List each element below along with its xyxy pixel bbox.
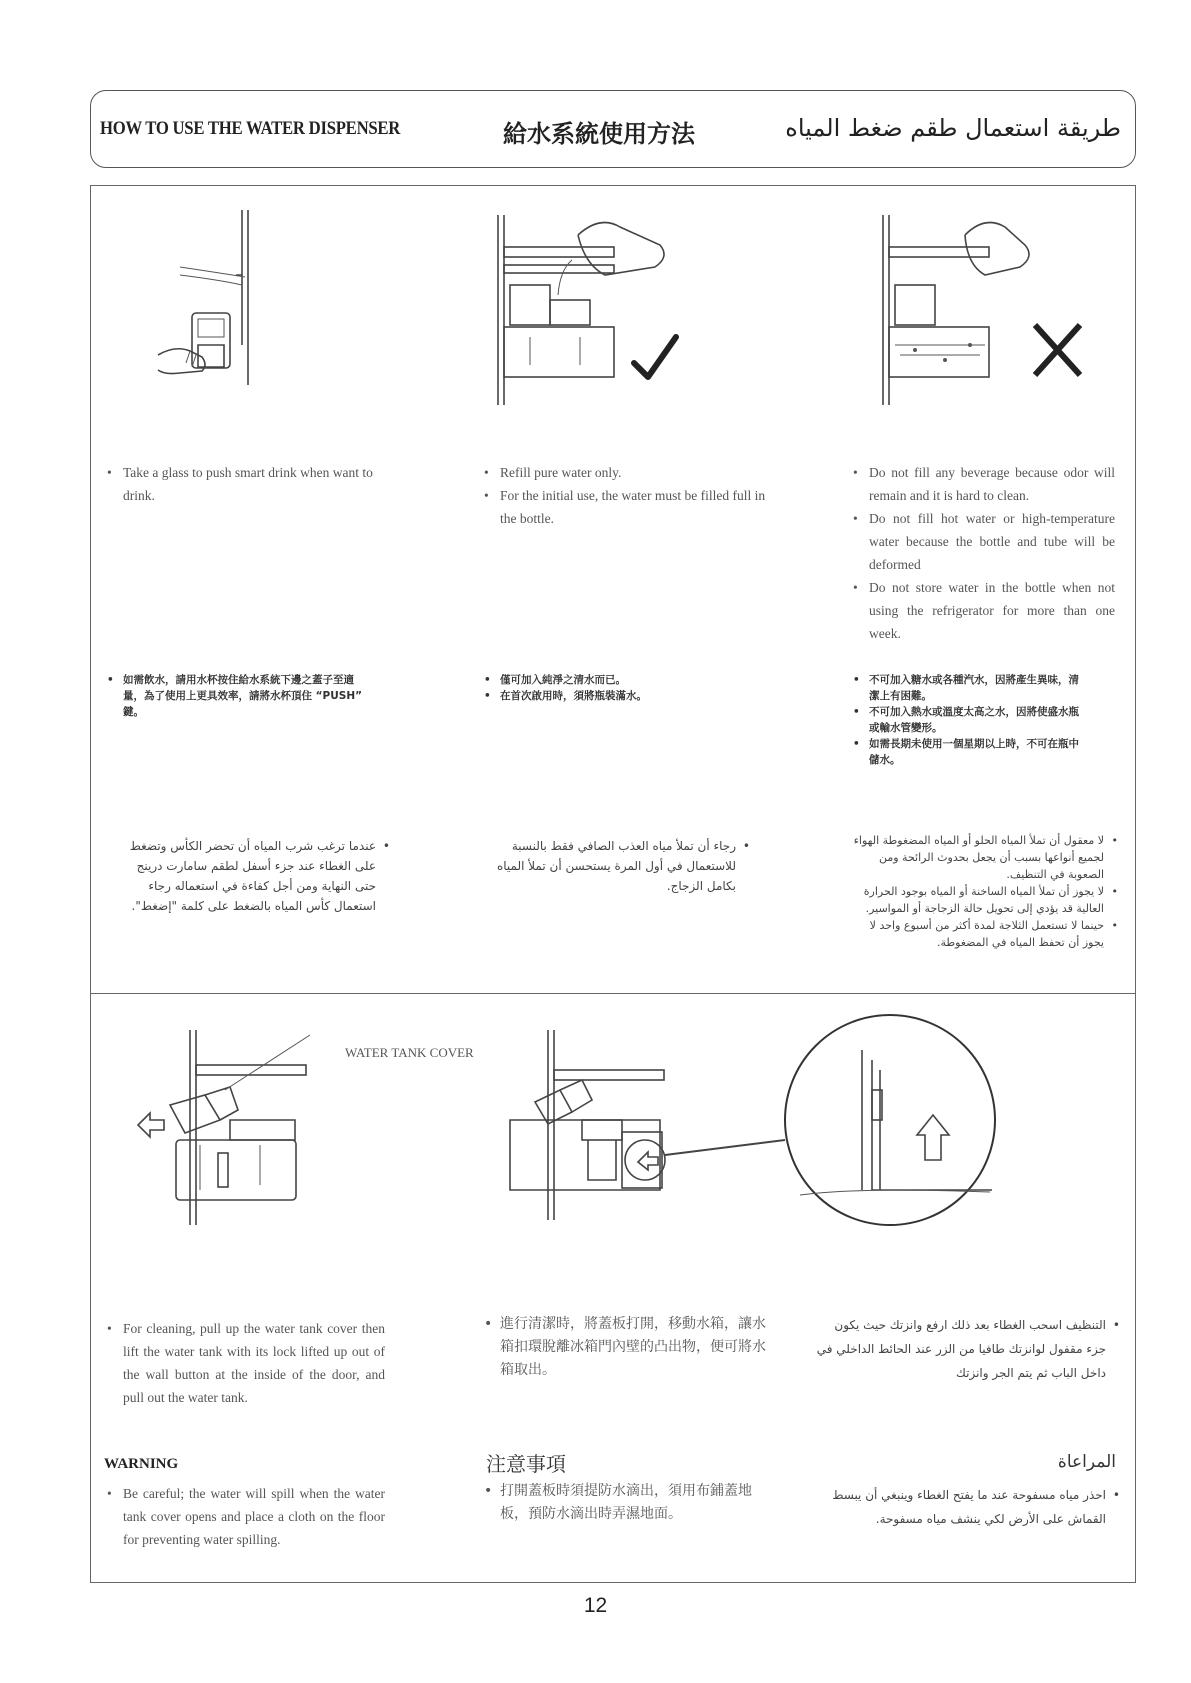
panel2-chinese	[484, 672, 714, 704]
panel2-arabic	[485, 836, 750, 896]
panel6-warning-item: • احذر مياه مسفوحة عند ما يفتح الغطاء وينبغي أن يبسط القماش على الأرض لكي ينشف مياه مسفوحة.	[815, 1483, 1120, 1531]
panel5-notice-item: • 打開蓋板時須提防水滴出，須用布鋪蓋地板，預防水滴出時弄濕地面。	[484, 1480, 772, 1526]
panel1-chinese	[107, 672, 367, 720]
panel3-english	[853, 461, 1115, 645]
panel3-zh-item: • 如需長期未使用一個星期以上時，不可在瓶中儲水。	[853, 736, 1088, 768]
panel3-en-item: • Do not fill any beverage because odor will remain and it is hard to clean.	[853, 461, 1115, 507]
warning-title: WARNING	[104, 1456, 179, 1472]
title-chinese: 給水系統使用方法	[503, 120, 695, 148]
panel3-chinese	[853, 672, 1088, 768]
panel3-ar-item: • لا يجوز أن تملأ المياه الساخنة أو المياه بوجود الحرارة العالية قد يؤدي إلى تحويل حالة الزجاجة أو المواسير.	[848, 883, 1118, 917]
panel4-warning-item: • Be careful; the water will spill when the water tank cover opens and place a cloth on the floor for preventing water spilling.	[107, 1482, 385, 1551]
panel5-zh-item: • 進行清潔時，將蓋板打開，移動水箱，讓水箱扣環脫離冰箱門內壁的凸出物，便可將水箱取出。	[484, 1313, 772, 1382]
panel3-en-item: • Do not store water in the bottle when not using the refrigerator for more than one week.	[853, 576, 1115, 645]
panel2-zh-item: • 在首次啟用時，須將瓶裝滿水。	[484, 688, 714, 704]
panel2-english	[484, 461, 769, 530]
panel3-ar-item: • لا معقول أن تملأ المياه الحلو أو المياه المضغوطة الهواء لجميع أنواعها بسبب أن يجعل بحدوث الرائحة ومن الصعوبة في التنظيف.	[848, 832, 1118, 883]
panel6-ar-item: • التنظيف اسحب الغطاء بعد ذلك ارفع وانزتك حيث يكون جزء مقفول لوانزتك طافيا من الزر عند الحائط الداخلي في داخل الباب ثم يتم الجر وانزتك	[815, 1313, 1120, 1385]
water-tank-cover-label: WATER TANK COVER	[345, 1045, 474, 1060]
panel3-en-item: • Do not fill hot water or high-temperature water because the bottle and tube will be deformed	[853, 507, 1115, 576]
panel4-warning	[107, 1482, 385, 1551]
panel1-arabic	[115, 836, 390, 916]
panel2-en-item: • Refill pure water only.	[484, 461, 769, 484]
title-arabic: طريقة استعمال طقم ضغط المياه	[785, 114, 1121, 142]
panel3-zh-item: • 不可加入糖水或各種汽水，因將產生異味，清潔上有困難。	[853, 672, 1088, 704]
panel2-ar-item: • رجاء أن تملأ مياه العذب الصافي فقط بالنسبة للاستعمال في أول المرة يستحسن أن تملأ المياه بكامل الزجاج.	[485, 836, 750, 896]
panel5-chinese	[484, 1313, 772, 1382]
panel6-arabic	[815, 1313, 1120, 1385]
panel3-zh-item: • 不可加入熱水或溫度太高之水，因將使盛水瓶或輸水管變形。	[853, 704, 1088, 736]
panel3-ar-item: • حينما لا تستعمل الثلاجة لمدة أكثر من أسبوع واحد لا يجوز أن تحفظ المياه في المضغوطة.	[848, 917, 1118, 951]
panel1-ar-item: • عندما ترغب شرب المياه أن تحضر الكأس وتضغط على الغطاء عند جزء أسفل لطقم سامارت درينج حتى النهاية ومن أجل كفاءة في استعماله رجاء استعمال كأس المياه بالضغط على كلمة "إضغط".	[115, 836, 390, 916]
panel1-english	[107, 461, 387, 507]
panel1-zh-item: • 如需飲水，請用水杯按住給水系統下邊之蓋子至適量，為了使用上更具效率，請將水杯頂住 “PUSH” 鍵。	[107, 672, 367, 720]
panel4-en-item: • For cleaning, pull up the water tank cover then lift the water tank with its lock lifted up out of the wall button at the inside of the door, and pull out the water tank.	[107, 1317, 385, 1409]
page-number: 12	[583, 1594, 608, 1617]
panel4-english	[107, 1317, 385, 1409]
panel2-zh-item: • 僅可加入純淨之清水而已。	[484, 672, 714, 688]
panel3-arabic	[848, 832, 1118, 951]
notice-title: 注意事項	[486, 1452, 566, 1476]
arabic-warning-title: المراعاة	[1057, 1452, 1116, 1472]
panel2-en-item: • For the initial use, the water must be filled full in the bottle.	[484, 484, 769, 530]
panel1-en-item: • Take a glass to push smart drink when want to drink.	[107, 461, 387, 507]
illustration-push-glass	[150, 205, 350, 405]
illustration-refill-correct	[490, 205, 720, 405]
panel5-notice	[484, 1480, 772, 1526]
illustration-tank-removal	[500, 1020, 1140, 1260]
title-english: HOW TO USE THE WATER DISPENSER	[100, 118, 401, 139]
panel6-warning	[815, 1483, 1120, 1531]
section-divider	[90, 993, 1136, 994]
illustration-refill-wrong	[875, 205, 1105, 405]
